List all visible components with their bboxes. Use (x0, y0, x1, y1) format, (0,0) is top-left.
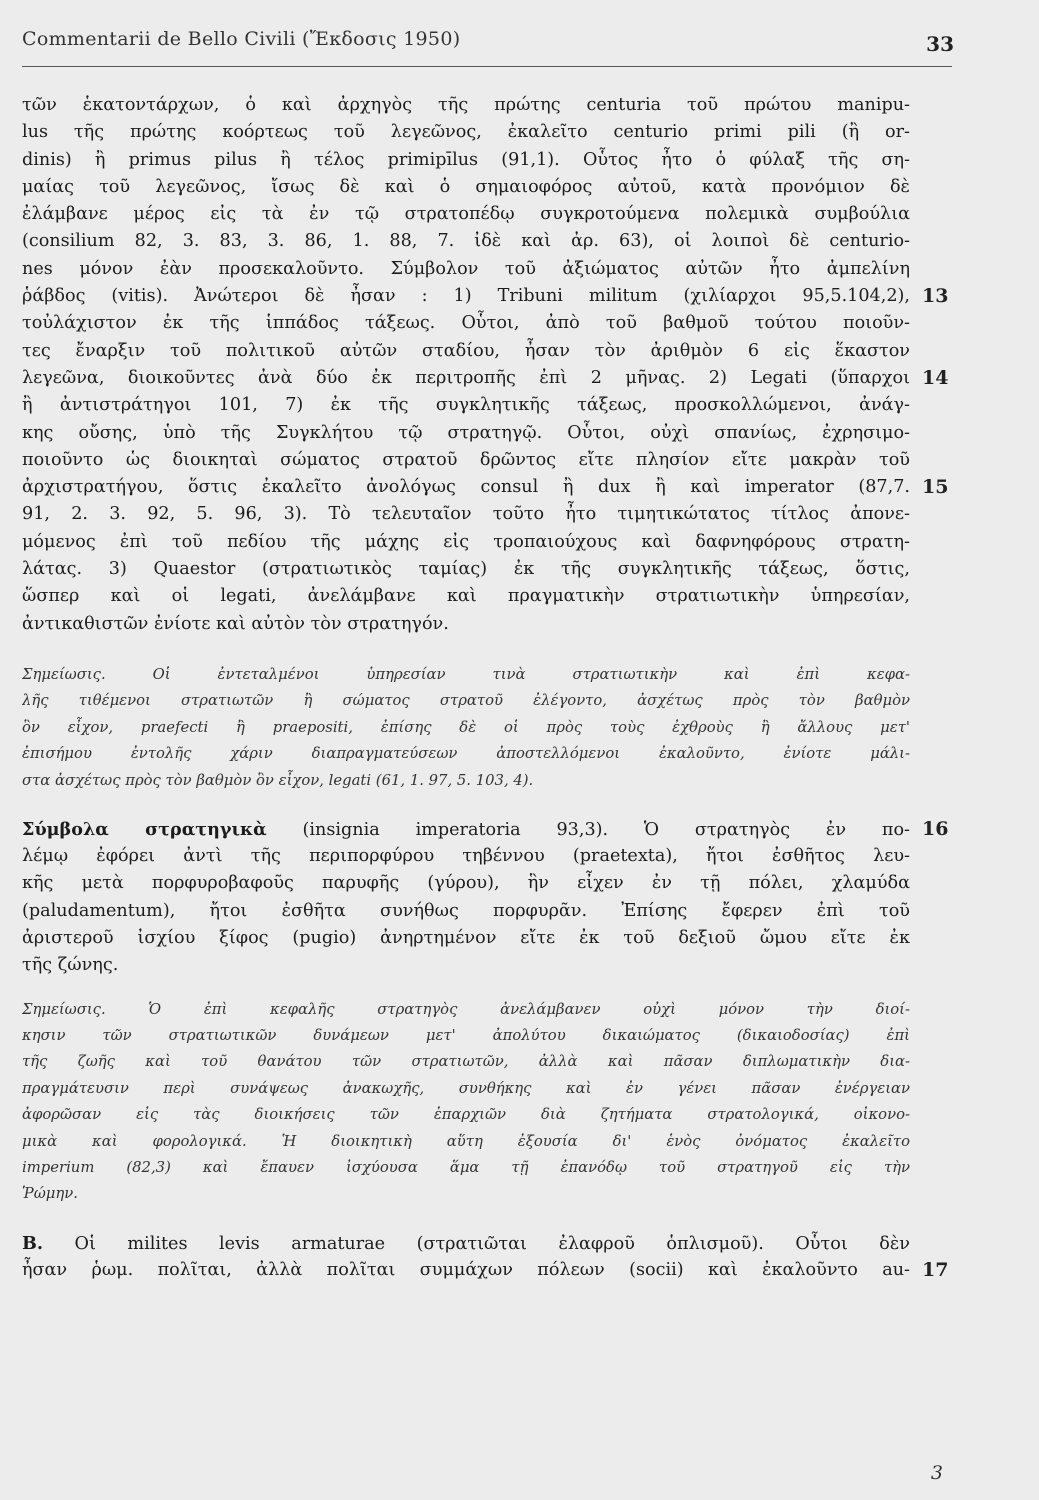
folio-number: 3 (930, 1462, 943, 1484)
note-line: τῆς ζωῆς καὶ τοῦ θανάτου τῶν στρατιωτῶν, ἀλλὰ καὶ πᾶσαν διπλωματικὴν δια- (22, 1053, 910, 1071)
text-line: ἀρχιστρατήγου, ὅστις ἐκαλεῖτο ἀνολόγως consul ἢ dux ἢ καὶ imperator (87,7. (22, 477, 910, 498)
text-line: μαίας τοῦ λεγεῶνος, ἴσως δὲ καὶ ὁ σημαιοφόρος αὐτοῦ, κατὰ προνόμιον δὲ (22, 176, 910, 197)
line-text: (insignia imperatoria 93,3). Ὁ στρατηγὸς ἐν πο- (266, 819, 910, 840)
running-head: Commentarii de Bello Civili (Ἔκδοσις 1950) (22, 28, 461, 50)
note-line: ὃν εἶχον, praefecti ἢ praepositi, ἐπίσης δὲ οἱ πρὸς τοὺς ἐχθροὺς ἢ ἄλλους μετ' (22, 718, 910, 736)
note-line: κησιν τῶν στρατιωτικῶν δυνάμεων μετ' ἀπολύτου δικαιώματος (δικαιοδοσίας) ἐπὶ (22, 1027, 910, 1045)
text-line: τῶν ἑκατοντάρχων, ὁ καὶ ἀρχηγὸς τῆς πρώτης centuria τοῦ πρώτου manipu- (22, 95, 910, 115)
text-line (22, 816, 910, 843)
note-line: στα ἀσχέτως πρὸς τὸν βαθμὸν ὃν εἶχον, legati (61, 1. 97, 5. 103, 4). (22, 771, 534, 789)
section-paragraph (22, 816, 910, 980)
text-line: dinis) ἢ primus pilus ἢ τέλος primipīlus (91,1). Οὗτος ἦτο ὁ φύλαξ τῆς ση- (22, 149, 910, 170)
note-paragraph (22, 997, 910, 1208)
note-line: Σημείωσις. Οἱ ἐντεταλμένοι ὑπηρεσίαν τινὰ στρατιωτικὴν καὶ ἐπὶ κεφα- (22, 665, 910, 683)
text-line: (consilium 82, 3. 83, 3. 86, 1. 88, 7. ἰδὲ καὶ ἀρ. 63), οἱ λοιποὶ δὲ centurio- (22, 231, 910, 252)
note-line: ἐπισήμου ἐντολῆς χάριν διαπραγματεύσεων ἀποστελλόμενοι ἐκαλοῦντο, ἐνίοτε μάλι- (22, 745, 910, 763)
text-line: nes μόνον ἐὰν προσεκαλοῦντο. Σύμβολον τοῦ ἀξιώματος αὐτῶν ἦτο ἀμπελίνη (22, 258, 910, 279)
note-line: Σημείωσις. Ὁ ἐπὶ κεφαλῆς στρατηγὸς ἀνελάμβανεν οὐχὶ μόνον τὴν διοί- (22, 1000, 910, 1018)
page-body (22, 92, 910, 1284)
text-line: λάτας. 3) Quaestor (στρατιωτικὸς ταμίας) ἐκ τῆς συγκλητικῆς τάξεως, ὅστις, (22, 559, 910, 580)
text-line: ὥσπερ καὶ οἱ legati, ἀνελάμβανε καὶ πραγματικὴν στρατιωτικὴν ὑπηρεσίαν, (22, 586, 910, 607)
page-number: 33 (926, 32, 954, 56)
text-line: lus τῆς πρώτης κοόρτεως τοῦ λεγεῶνος, ἐκαλεῖτο centurio primi pili (ἢ or- (22, 122, 910, 143)
line-text: Οἱ milites levis armaturae (στρατιῶται ἐλαφροῦ ὁπλισμοῦ). Οὗτοι δὲν (43, 1233, 910, 1254)
text-line: λέμῳ ἐφόρει ἀντὶ τῆς περιπορφύρου τηβέννου (praetexta), ἤτοι ἐσθῆτος λευ- (22, 846, 910, 867)
section-lead: B. (22, 1232, 43, 1254)
note-line: ἀφορῶσαν εἰς τὰς διοικήσεις τῶν ἐπαρχιῶν διὰ ζητήματα στρατολογικά, οἰκονο- (22, 1106, 910, 1124)
text-line: ἀντικαθιστῶν ἐνίοτε καὶ αὐτὸν τὸν στρατηγόν. (22, 613, 449, 634)
text-line: τοὐλάχιστον ἐκ τῆς ἱππάδος τάξεως. Οὗτοι, ἀπὸ τοῦ βαθμοῦ τούτου ποιοῦν- (22, 313, 910, 334)
margin-number: 16 (922, 817, 949, 840)
text-line: ἐλάμβανε μέρος εἰς τὰ ἐν τῷ στρατοπέδῳ συγκροτούμενα πολεμικὰ συμβούλια (22, 204, 910, 225)
note-line: μικὰ καὶ φορολογικά. Ἡ διοικητικὴ αὕτη ἐξουσία δι' ἑνὸς ὀνόματος ἐκαλεῖτο (22, 1132, 910, 1150)
section-paragraph (22, 1230, 910, 1285)
note-line: λῆς τιθέμενοι στρατιωτῶν ἢ σώματος στρατοῦ ἐλέγοντο, ἀσχέτως πρὸς τὸν βαθμὸν (22, 692, 910, 710)
section-lead: Σύμβολα στρατηγικὰ (22, 818, 267, 840)
note-paragraph (22, 662, 910, 794)
note-line: imperium (82,3) καὶ ἔπαυεν ἰσχύουσα ἅμα τῇ ἐπανόδῳ τοῦ στρατηγοῦ εἰς τὴν (22, 1159, 910, 1177)
margin-number: 14 (922, 366, 949, 389)
text-line: λεγεῶνα, διοικοῦντες ἀνὰ δύο ἐκ περιτροπῆς ἐπὶ 2 μῆνας. 2) Legati (ὕπαρχοι (22, 367, 910, 388)
margin-number: 15 (922, 476, 949, 499)
text-line: ἢ ἀντιστράτηγοι 101, 7) ἐκ τῆς συγκλητικῆς τάξεως, προσκολλώμενοι, ἀνάγ- (22, 395, 910, 416)
text-line: κης οὔσης, ὑπὸ τῆς Συγκλήτου τῷ στρατηγῷ. Οὗτοι, οὐχὶ σπανίως, ἐχρησιμο- (22, 422, 910, 443)
note-line: πραγμάτευσιν περὶ συνάψεως ἀνακωχῆς, συνθήκης καὶ ἐν γένει πᾶσαν ἐνέργειαν (22, 1079, 910, 1097)
note-line: Ῥώμην. (22, 1185, 78, 1203)
text-line: ποιοῦντο ὡς διοικηταὶ σώματος στρατοῦ δρῶντος εἴτε πλησίον εἴτε μακρὰν τοῦ (22, 449, 910, 470)
text-line: ἀριστεροῦ ἰσχίου ξίφος (pugio) ἀνηρτημένον εἴτε ἐκ τοῦ δεξιοῦ ὤμου εἴτε ἐκ (22, 928, 910, 949)
text-line: 91, 2. 3. 92, 5. 96, 3). Τὸ τελευταῖον τοῦτο ἦτο τιμητικώτατος τίτλος ἀπονε- (22, 504, 910, 525)
page-header (22, 26, 952, 67)
text-line: ἦσαν ῥωμ. πολῖται, ἀλλὰ πολῖται συμμάχων πόλεων (socii) καὶ ἐκαλοῦντο au- (22, 1260, 910, 1281)
text-line: τες ἔναρξιν τοῦ πολιτικοῦ αὐτῶν σταδίου, ἦσαν τὸν ἀριθμὸν 6 εἰς ἕκαστον (22, 340, 910, 361)
text-line: κῆς μετὰ πορφυροβαφοῦς παρυφῆς (γύρου), ἣν εἶχεν ἐν τῇ πόλει, χλαμύδα (22, 873, 910, 894)
margin-number: 17 (922, 1259, 949, 1282)
margin-number: 13 (922, 285, 949, 308)
text-line (22, 1230, 910, 1257)
text-line: μόμενος ἐπὶ τοῦ πεδίου τῆς μάχης εἰς τροπαιούχους καὶ δαφνηφόρους στρατη- (22, 531, 910, 552)
text-line: (paludamentum), ἤτοι ἐσθῆτα συνήθως πορφυρᾶν. Ἐπίσης ἔφερεν ἐπὶ τοῦ (22, 900, 910, 921)
main-paragraph (22, 92, 910, 638)
text-line: τῆς ζώνης. (22, 955, 119, 976)
text-line: ῥάβδος (vitis). Ἀνώτεροι δὲ ἦσαν : 1) Tribuni militum (χιλίαρχοι 95,5.104,2), (22, 286, 910, 307)
